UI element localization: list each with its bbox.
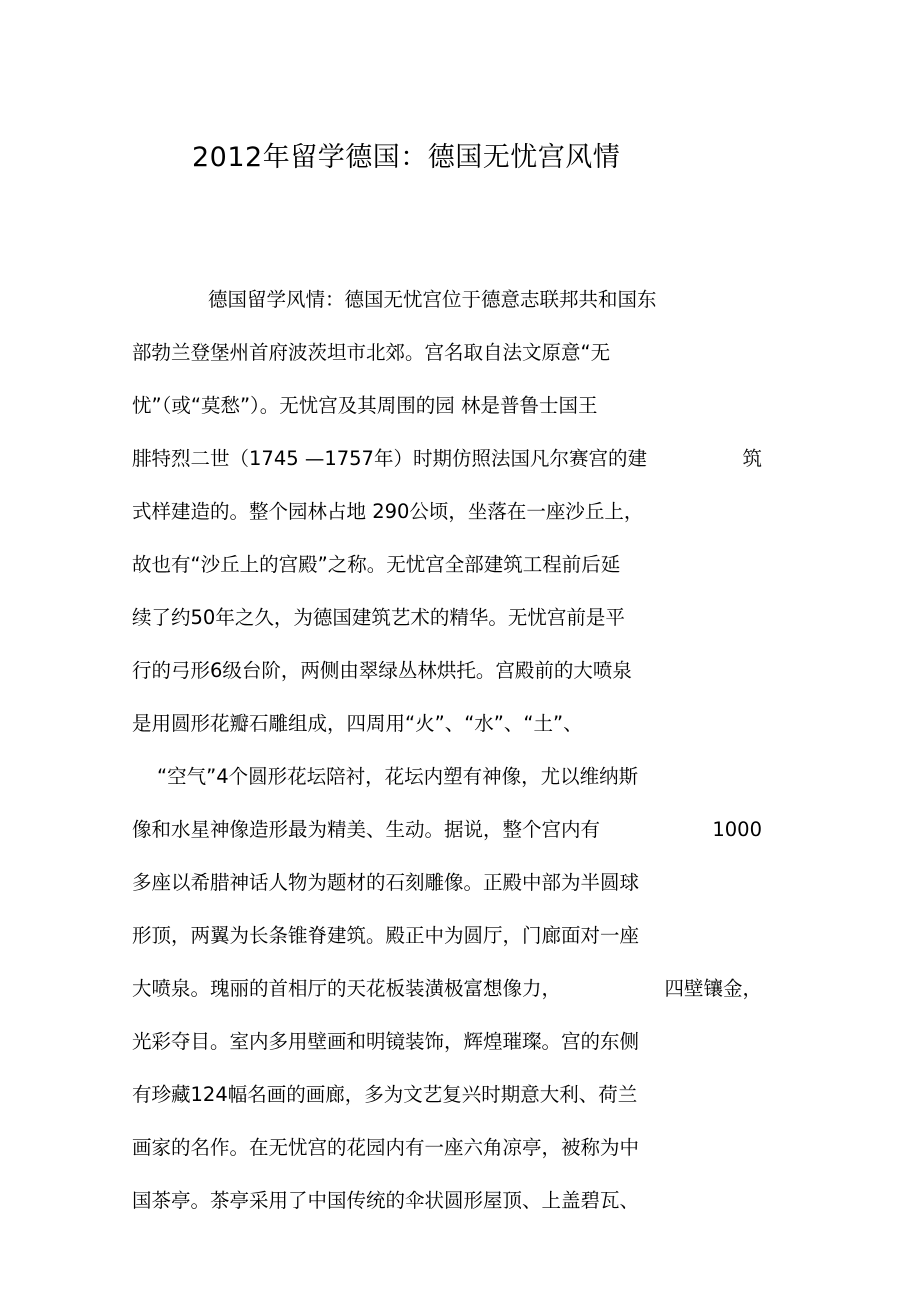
paragraph-line: 故也有“沙丘上的宫殿”之称。无忧宫全部建筑工程前后延	[132, 553, 621, 576]
paragraph-line-part: 1000	[712, 818, 762, 841]
paragraph-line: 形顶，两翼为长条锥脊建筑。殿正中为圆厅，门廊面对一座	[132, 924, 640, 947]
paragraph-line-part: 像和水星神像造形最为精美、生动。据说，整个宫内有	[132, 818, 601, 841]
paragraph-line: 德国留学风情：德国无忧宫位于德意志联邦共和国东	[208, 288, 657, 311]
paragraph-line-part: 大喷泉。瑰丽的首相厅的天花板装潢极富想像力，	[132, 977, 562, 1000]
paragraph-line: 式样建造的。整个园林占地 290公顷，坐落在一座沙丘上，	[132, 500, 644, 523]
paragraph-line: 是用圆形花瓣石雕组成，四周用“火”、“水”、“土”、	[132, 712, 583, 735]
paragraph-line: 续了约50年之久，为德国建筑艺术的精华。无忧宫前是平	[132, 606, 625, 629]
paragraph-line-part: 筑	[742, 447, 762, 470]
paragraph-line: 光彩夺目。室内多用壁画和明镜装饰，辉煌璀璨。宫的东侧	[132, 1030, 640, 1053]
paragraph-line	[132, 441, 762, 494]
document-body	[132, 282, 772, 1236]
paragraph-line	[132, 812, 762, 865]
paragraph-line: 画家的名作。在无忧宫的花园内有一座六角凉亭，被称为中	[132, 1136, 640, 1159]
document-title: 2012年留学德国：德国无忧宫风情	[192, 142, 621, 173]
paragraph-line: 部勃兰登堡州首府波茨坦市北郊。宫名取自法文原意“无	[132, 341, 611, 364]
paragraph-line: 国茶亭。茶亭采用了中国传统的伞状圆形屋顶、上盖碧瓦、	[132, 1189, 640, 1212]
paragraph-line-part: 腓特烈二世（1745 —1757年）时期仿照法国凡尔赛宫的建	[132, 447, 647, 470]
paragraph-line: 行的弓形6级台阶，两侧由翠绿丛林烘托。宫殿前的大喷泉	[132, 659, 632, 682]
paragraph-line: 多座以希腊神话人物为题材的石刻雕像。正殿中部为半圆球	[132, 871, 640, 894]
paragraph-line-part: 四壁镶金，	[664, 977, 762, 1000]
paragraph-line: “空气”4个圆形花坛陪衬，花坛内塑有神像，尤以维纳斯	[157, 765, 639, 788]
paragraph-line: 忧”（或“莫愁”）。无忧宫及其周围的园 林是普鲁士国王	[132, 394, 598, 417]
paragraph-line: 有珍藏124幅名画的画廊，多为文艺复兴时期意大利、荷兰	[132, 1083, 638, 1106]
paragraph-line	[132, 971, 762, 1024]
